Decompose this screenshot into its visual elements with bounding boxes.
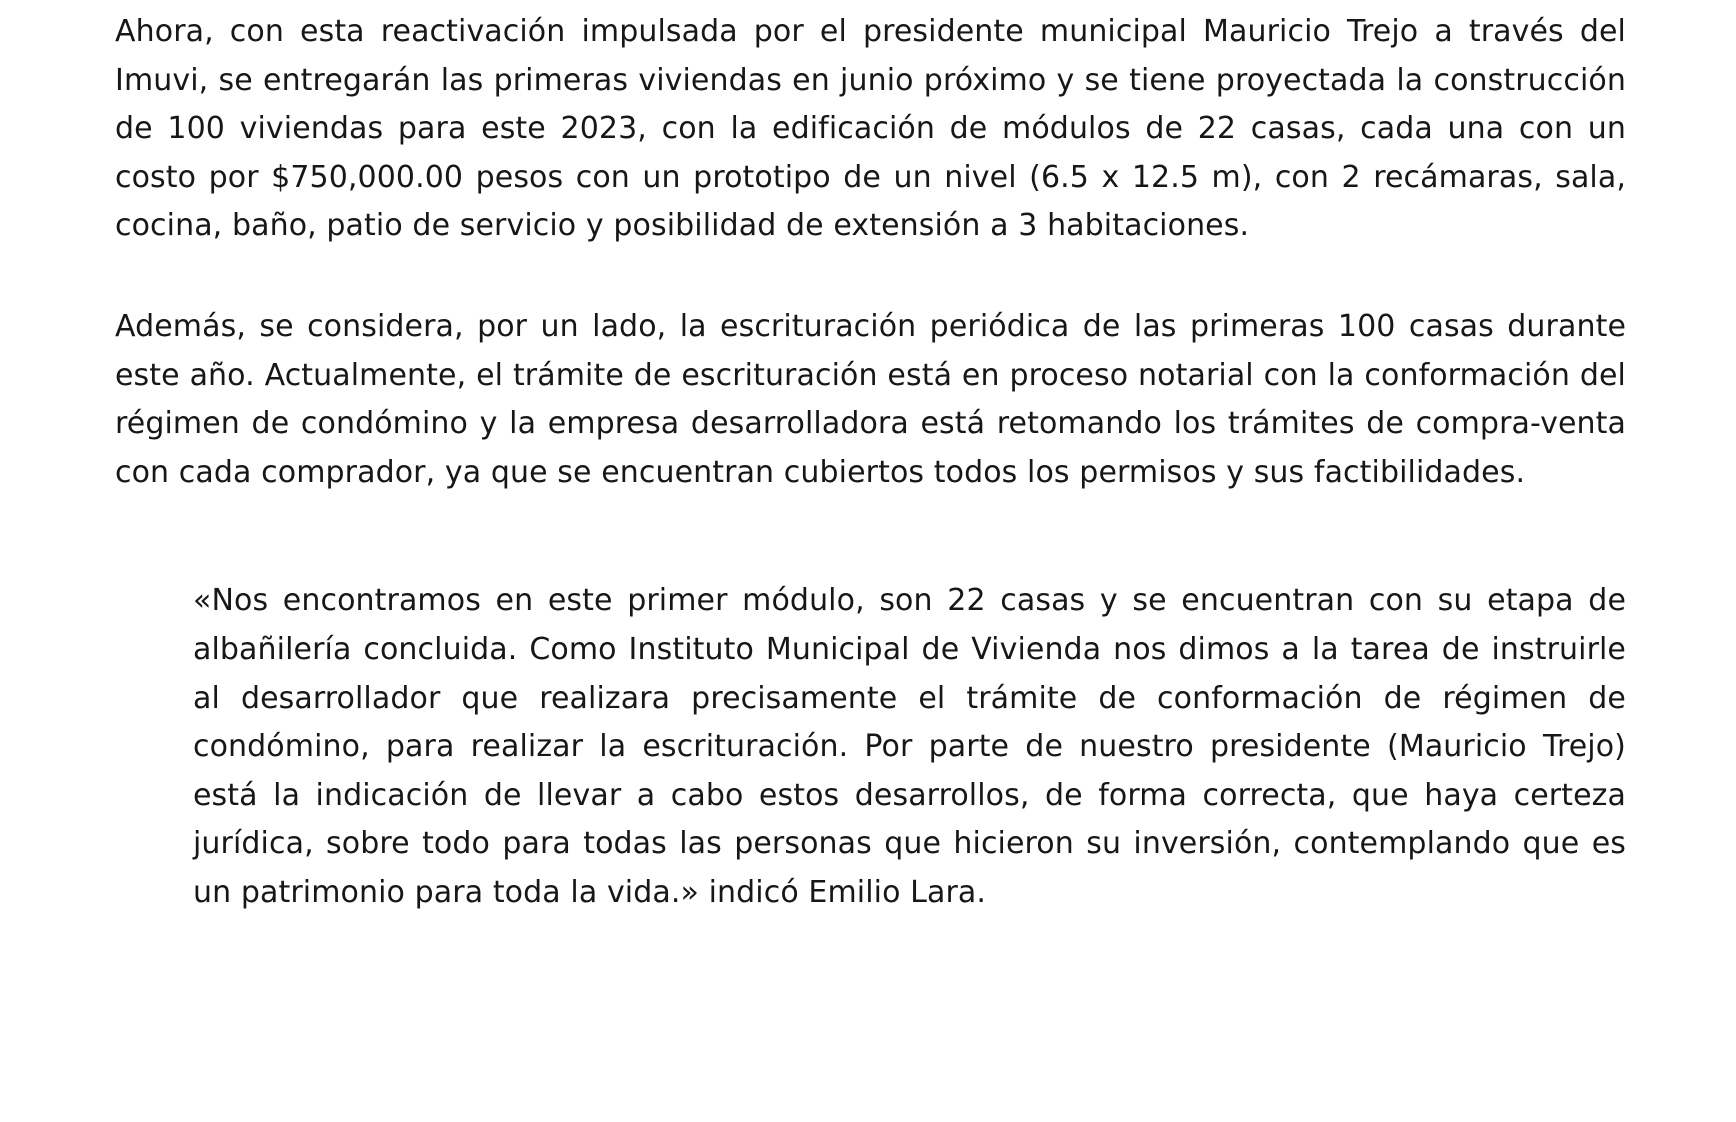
article-blockquote: «Nos encontramos en este primer módulo, son 22 casas y se encuentran con su etapa de albañilería concluida. Como Instituto Municipal de Vivienda nos dimos a la tarea de instruirle al desarrollador que realizara precisamente el trámite de conformación de régimen de condómino, para realizar la escrituración. Por parte de nuestro presidente (Mauricio Trejo) está la indicación de llevar a cabo estos desarrollos, de forma correcta, que haya certeza jurídica, sobre todo para todas las personas que hicieron su inversión, contemplando que es un patrimonio para toda la vida.» indicó Emilio Lara. (193, 583, 1626, 910)
quote-spacer (115, 549, 1626, 577)
article-paragraph: Además, se considera, por un lado, la escrituración periódica de las primeras 100 casas durante este año. Actualmente, el trámite de escrituración está en proceso notarial con la conformación del régimen de condómino y la empresa desarrolladora está retomando los trámites de compra-venta con cada comprador, ya que se encuentran cubiertos todos los permisos y sus factibilidades. (115, 308, 1626, 490)
article-paragraph: Ahora, con esta reactivación impulsada por el presidente municipal Mauricio Trejo a través del Imuvi, se entregarán las primeras viviendas en junio próximo y se tiene proyectada la construcción de 100 viviendas para este 2023, con la edificación de módulos de 22 casas, cada una con un costo por $750,000.00 pesos con un prototipo de un nivel (6.5 x 12.5 m), con 2 recámaras, sala, cocina, baño, patio de servicio y posibilidad de extensión a 3 habitaciones. (115, 14, 1626, 244)
